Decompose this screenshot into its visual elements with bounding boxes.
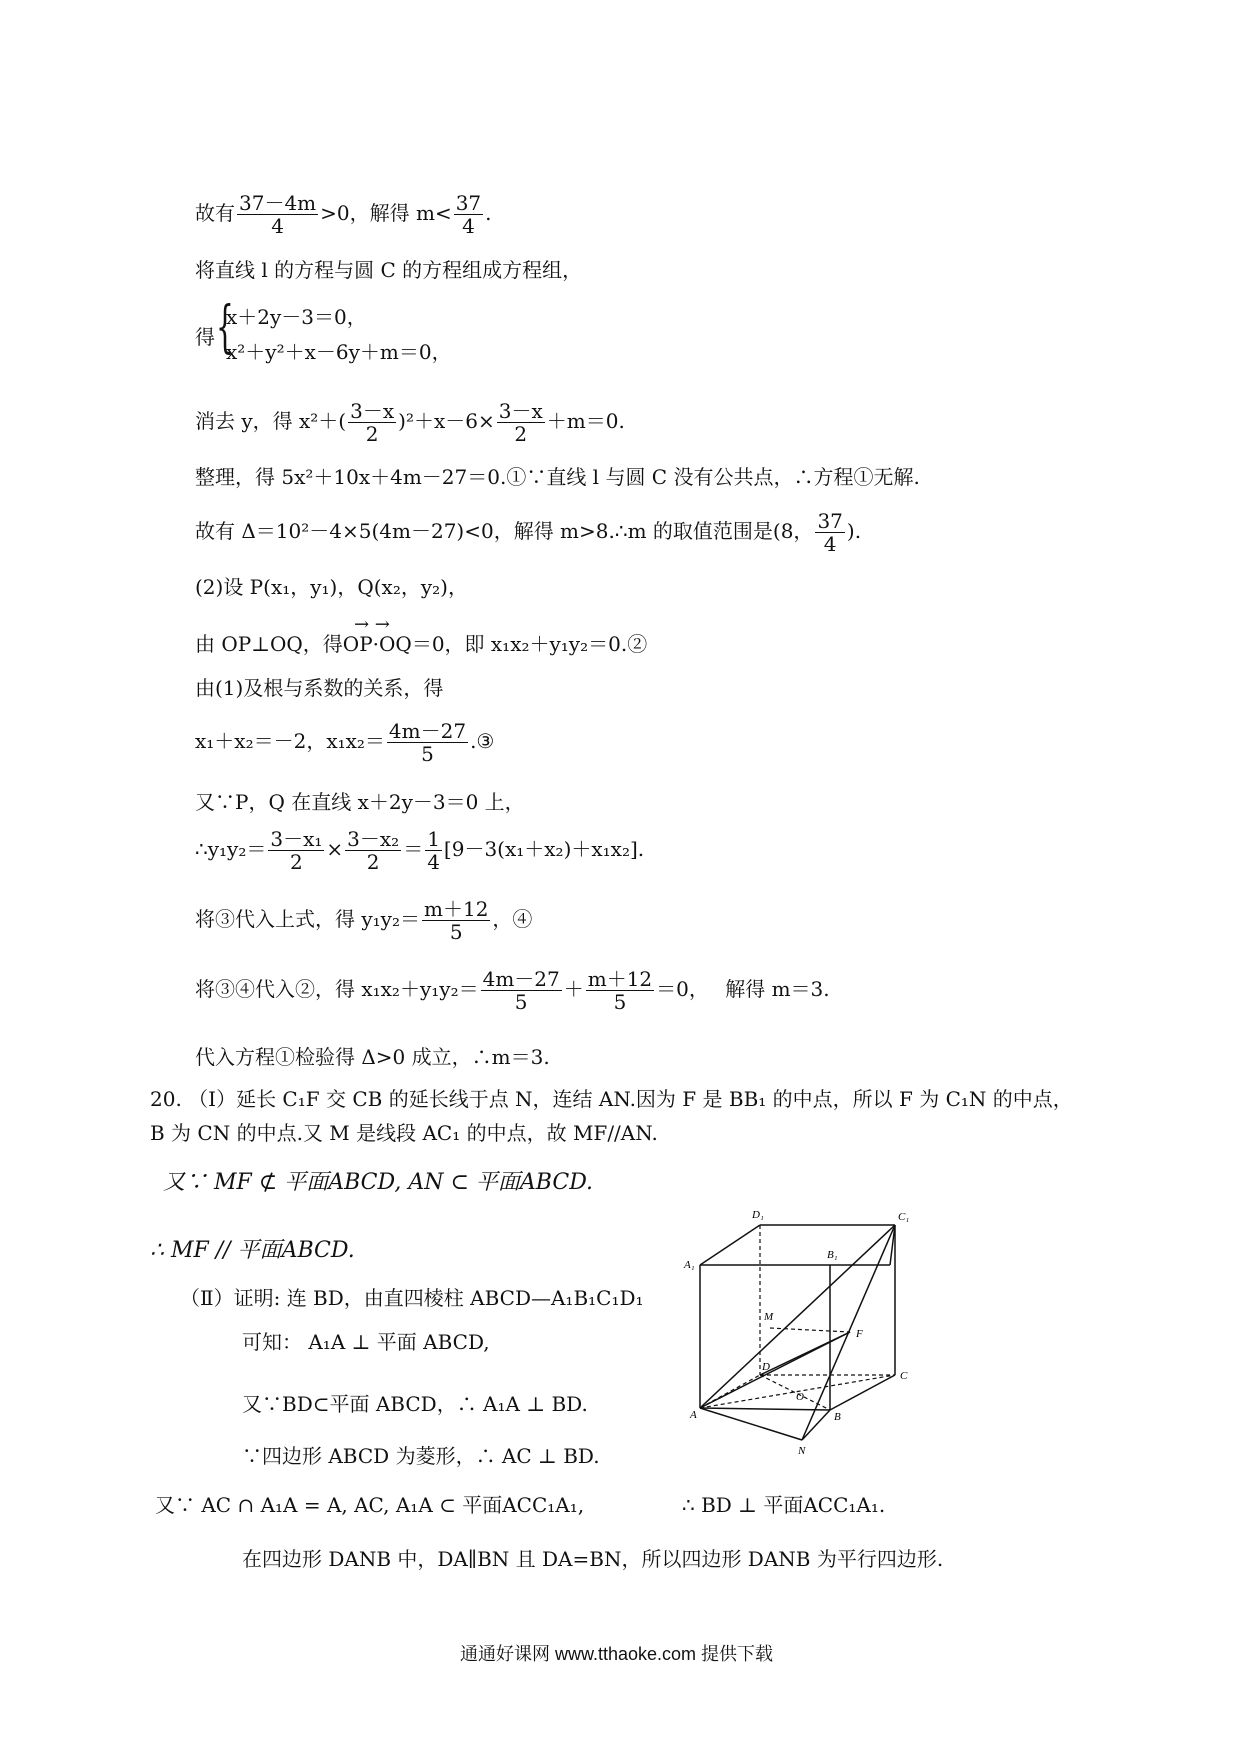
problem-20-line-6: 可知： A₁A ⊥ 平面 ABCD,: [242, 1330, 490, 1354]
text-line-11: 又∵P，Q 在直线 x＋2y－3＝0 上，: [195, 790, 525, 814]
label-C1: C₁: [898, 1211, 910, 1223]
fraction: $\frac{4m-27}{5}$: [388, 719, 467, 766]
prism-figure: [680, 1200, 950, 1465]
equation-1: x＋2y－3＝0，: [226, 305, 367, 329]
text-line-3-prefix: 得: [195, 325, 215, 349]
fraction: $\frac{\text{3－x₁}}{2}$: [270, 827, 323, 874]
fraction: $\frac{1}{4}$: [427, 827, 440, 874]
problem-20-line-3: 又∵ MF ⊄ 平面ABCD, AN ⊂ 平面ABCD.: [163, 1170, 594, 1195]
fraction: $\frac{3-x}{2}$: [498, 399, 543, 446]
text-line-6: 故有 Δ＝10²－4×5(4m－27)<0，解得 m>8.∴m 的取值范围是(8， $\frac{37}{4}$ ).: [195, 509, 862, 556]
text-line-13: 将③代入上式，得 y₁y₂＝ $\frac{m+12}{5}$ ，④: [195, 897, 533, 944]
text-line-5: 整理，得 5x²＋10x＋4m－27＝0.①∵直线 l 与圆 C 没有公共点，∴方程①无解.: [195, 465, 920, 489]
edge-A-B: [700, 1408, 830, 1410]
fraction: $\frac{4m-27}{5}$: [482, 967, 560, 1014]
label-C: C: [900, 1370, 908, 1382]
fraction: $\frac{\text{3－x₂}}{2}$: [347, 827, 400, 874]
label-F: F: [856, 1328, 863, 1340]
label-O: O: [796, 1391, 804, 1403]
text-line-10: x₁＋x₂＝－2，x₁x₂＝ $\frac{4m-27}{5}$ .③: [195, 719, 495, 766]
text: >0，解得 m<: [320, 201, 452, 225]
label-B1: B₁: [827, 1249, 838, 1261]
problem-20-line-4: ∴ MF // 平面ABCD.: [150, 1238, 355, 1263]
label-N: N: [798, 1445, 806, 1457]
label-D: D: [762, 1361, 770, 1373]
left-brace: {: [216, 295, 234, 360]
text-line-8: 由 OP⊥OQ，得OP·OQ＝0，即 x₁x₂＋y₁y₂＝0.②: [195, 632, 648, 656]
problem-20-line-10: 在四边形 DANB 中，DA∥BN 且 DA=BN，所以四边形 DANB 为平行四边形.: [242, 1547, 944, 1571]
text-line-14: 将③④代入②，得 x₁x₂＋y₁y₂＝ $\frac{4m-27}{5}$ ＋ $\frac{m+12}{5}$ ＝0， 解得 m＝3.: [195, 967, 830, 1014]
problem-20-line-1: 20. （Ⅰ）延长 C₁F 交 CB 的延长线于点 N，连结 AN.因为 F 是 BB₁ 的中点，所以 F 为 C₁N 的中点，: [150, 1087, 1073, 1111]
fraction: $\frac{m+12}{5}$: [587, 967, 653, 1014]
text-line-12: ∴y₁y₂＝ $\frac{\text{3－x₁}}{2}$ × $\frac{\text{3－x₂}}{2}$ ＝ $\frac{1}{4}$ [9－3(x₁＋x₂)＋x₁x₂].: [195, 827, 645, 874]
fraction: $\frac{37}{4}$: [817, 509, 843, 556]
vector-arrows: → →: [354, 614, 390, 635]
edge-A-N: [700, 1408, 802, 1440]
text-line-15: 代入方程①检验得 Δ>0 成立，∴m＝3.: [195, 1045, 550, 1069]
label-D1: D₁: [752, 1209, 764, 1221]
line-A-F: [700, 1332, 850, 1408]
edge-A1-D1: [700, 1225, 760, 1265]
text: .: [485, 201, 492, 225]
text-line-4: 消去 y，得 x²＋( $\frac{3-x}{2}$ )²＋x－6× $\frac{3-x}{2}$ ＋m＝0.: [195, 399, 625, 446]
fraction: $\frac{37}{4}$: [455, 191, 482, 238]
text: 故有: [195, 201, 235, 225]
text-line-9: 由(1)及根与系数的关系，得: [195, 676, 444, 700]
problem-20-line-9b: ∴ BD ⊥ 平面ACC₁A₁.: [682, 1493, 886, 1517]
equation-2: x²＋y²＋x－6y＋m＝0，: [226, 340, 452, 364]
label-M: M: [764, 1311, 774, 1323]
text-line-2: 将直线 l 的方程与圆 C 的方程组成方程组，: [195, 258, 583, 282]
fraction: $\frac{37-4m}{4}$: [239, 191, 317, 238]
problem-20-line-8: ∵四边形 ABCD 为菱形，∴ AC ⊥ BD.: [242, 1444, 600, 1468]
problem-20-line-5: （Ⅱ）证明: 连 BD，由直四棱柱 ABCD—A₁B₁C₁D₁: [180, 1286, 644, 1310]
text-line-1: [195, 192, 492, 237]
label-B: B: [834, 1411, 841, 1423]
fraction: $\frac{m+12}{5}$: [424, 897, 489, 944]
label-A1: A₁: [684, 1259, 695, 1271]
problem-20-line-7: 又∵BD⊂平面 ABCD，∴ A₁A ⊥ BD.: [242, 1392, 588, 1416]
label-A: A: [690, 1409, 697, 1421]
hidden-diagonal-D-B: [760, 1375, 830, 1410]
problem-20-line-9a: 又∵ AC ∩ A₁A = A, AC, A₁A ⊂ 平面ACC₁A₁,: [155, 1493, 585, 1517]
problem-20-line-2: B 为 CN 的中点.又 M 是线段 AC₁ 的中点，故 MF//AN.: [150, 1121, 658, 1145]
fraction: $\frac{3-x}{2}$: [350, 399, 395, 446]
edge-N-B: [802, 1410, 830, 1440]
text-line-7: (2)设 P(x₁，y₁)，Q(x₂，y₂)，: [195, 575, 468, 599]
footer-text: 通通好课网 www.tthaoke.com 提供下载: [460, 1644, 774, 1664]
